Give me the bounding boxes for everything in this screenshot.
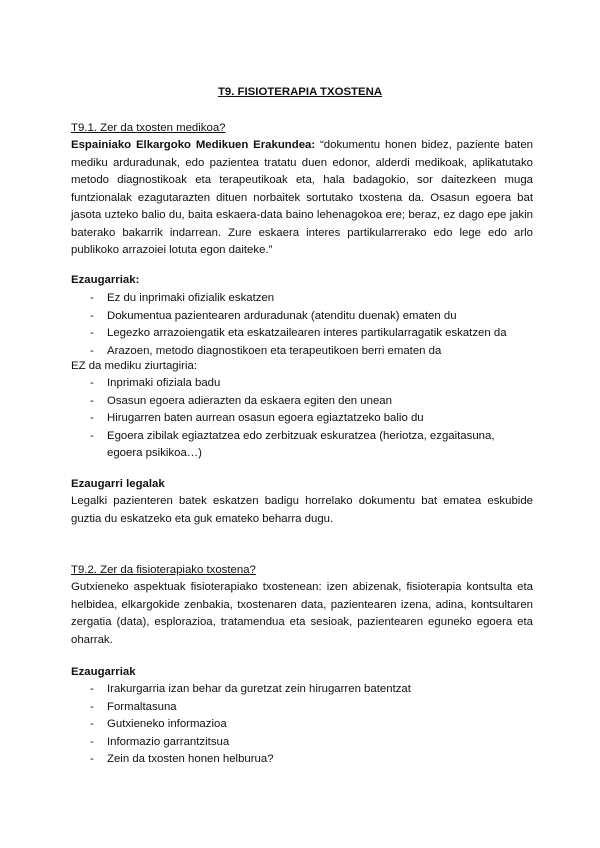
list-item: - Ez du inprimaki ofizialik eskatzen	[71, 290, 531, 308]
legal-title: Ezaugarri legalak	[71, 478, 165, 490]
bullet-dash: -	[90, 429, 94, 442]
list-item: - Inprimaki ofiziala badu	[71, 375, 531, 393]
list-item: - Arazoen, metodo diagnostikoen eta terapeutikoen berri ematen da	[71, 343, 531, 361]
section-2-features-list	[71, 681, 531, 769]
bullet-dash: -	[90, 735, 94, 748]
bullet-dash: -	[90, 753, 94, 765]
definition-organization: Espainiako Elkargoko Medikuen Erakundea:	[71, 139, 316, 151]
section-1-features-list	[71, 290, 531, 360]
list-item: - Osasun egoera adierazten da eskaera egiten den unean	[71, 393, 531, 411]
section-2-features-title: Ezaugarriak	[71, 666, 136, 678]
list-item: - Legezko arrazoiengatik eta eskatzailearen interes partikularragatik eskatzen da	[71, 325, 531, 343]
bullet-dash: -	[90, 309, 94, 322]
bullet-dash: -	[90, 394, 94, 407]
section-2-intro: Gutxieneko aspektuak fisioterapiako txostenean: izen abizenak, fisioterapia kontsulta eta helbidea, elkargokide zenbakia, txostenaren data, pazientearen izena, adina, kontsultaren zergatia (data), esplorazioa, tratamendua eta sesioak, pazientearen eguneko egoera eta oharrak.	[71, 581, 533, 646]
bullet-dash: -	[90, 718, 94, 730]
list-item: - Formaltasuna	[71, 699, 531, 717]
list-item: - Zein da txosten honen helburua?	[71, 751, 531, 769]
list-item: - Hirugarren baten aurrean osasun egoera egiaztatzeko balio du	[71, 410, 531, 428]
not-certificate-title: EZ da mediku ziurtagiria:	[71, 360, 197, 372]
section-1-definition	[71, 137, 533, 260]
not-certificate-list	[71, 375, 531, 463]
bullet-dash: -	[90, 683, 94, 695]
legal-text: Legalki pazienteren batek eskatzen badigu horrelako dokumentu bat ematea eskubide guztia du eskatzeko eta guk emateko beharra dugu.	[71, 495, 533, 525]
bullet-dash: -	[90, 412, 94, 424]
list-item: - Informazio garrantzitsua	[71, 734, 531, 752]
bullet-dash: -	[90, 292, 94, 304]
section-2-heading: T9.2. Zer da fisioterapiako txostena?	[71, 564, 256, 576]
list-item: - Egoera zibilak egiaztatzea edo zerbitzuak eskuratzea (heriotza, ezgaitasuna, egoera psikikoa…)	[90, 429, 495, 459]
list-item: - Gutxieneko informazioa	[71, 716, 531, 734]
definition-text: “dokumentu honen bidez, paziente baten mediku arduradunak, edo pazientea tratatu duen edonor, alderdi medikoak, aplikatutako metodo diagnostikoak eta terapeutikoak eta, hala badagokio, sor daitezkeen muga funtzionalak ezagutarazten dituen norbaitek sortutako txostena da. Osasun egoera bat jasota uzteko balio du, baita eskaera-data baino lehenagokoa ere; beraz, ez dago epe jakin baterako bakarrik indarrean. Zure eskaera interes partikularrerako edo lege edo arlo publikoko arrazoiei lotuta egon daiteke.”	[71, 139, 533, 256]
bullet-dash: -	[90, 327, 94, 339]
bullet-dash: -	[90, 344, 94, 357]
section-1-features-title: Ezaugarriak:	[71, 274, 140, 286]
document-title: T9. FISIOTERAPIA TXOSTENA	[217, 86, 383, 98]
bullet-dash: -	[90, 700, 94, 713]
bullet-dash: -	[90, 377, 94, 389]
list-item: - Irakurgarria izan behar da guretzat zein hirugarren batentzat	[71, 681, 531, 699]
list-item: - Dokumentua pazientearen arduradunak (atenditu duenak) ematen du	[71, 308, 531, 326]
section-1-heading: T9.1. Zer da txosten medikoa?	[71, 122, 226, 134]
